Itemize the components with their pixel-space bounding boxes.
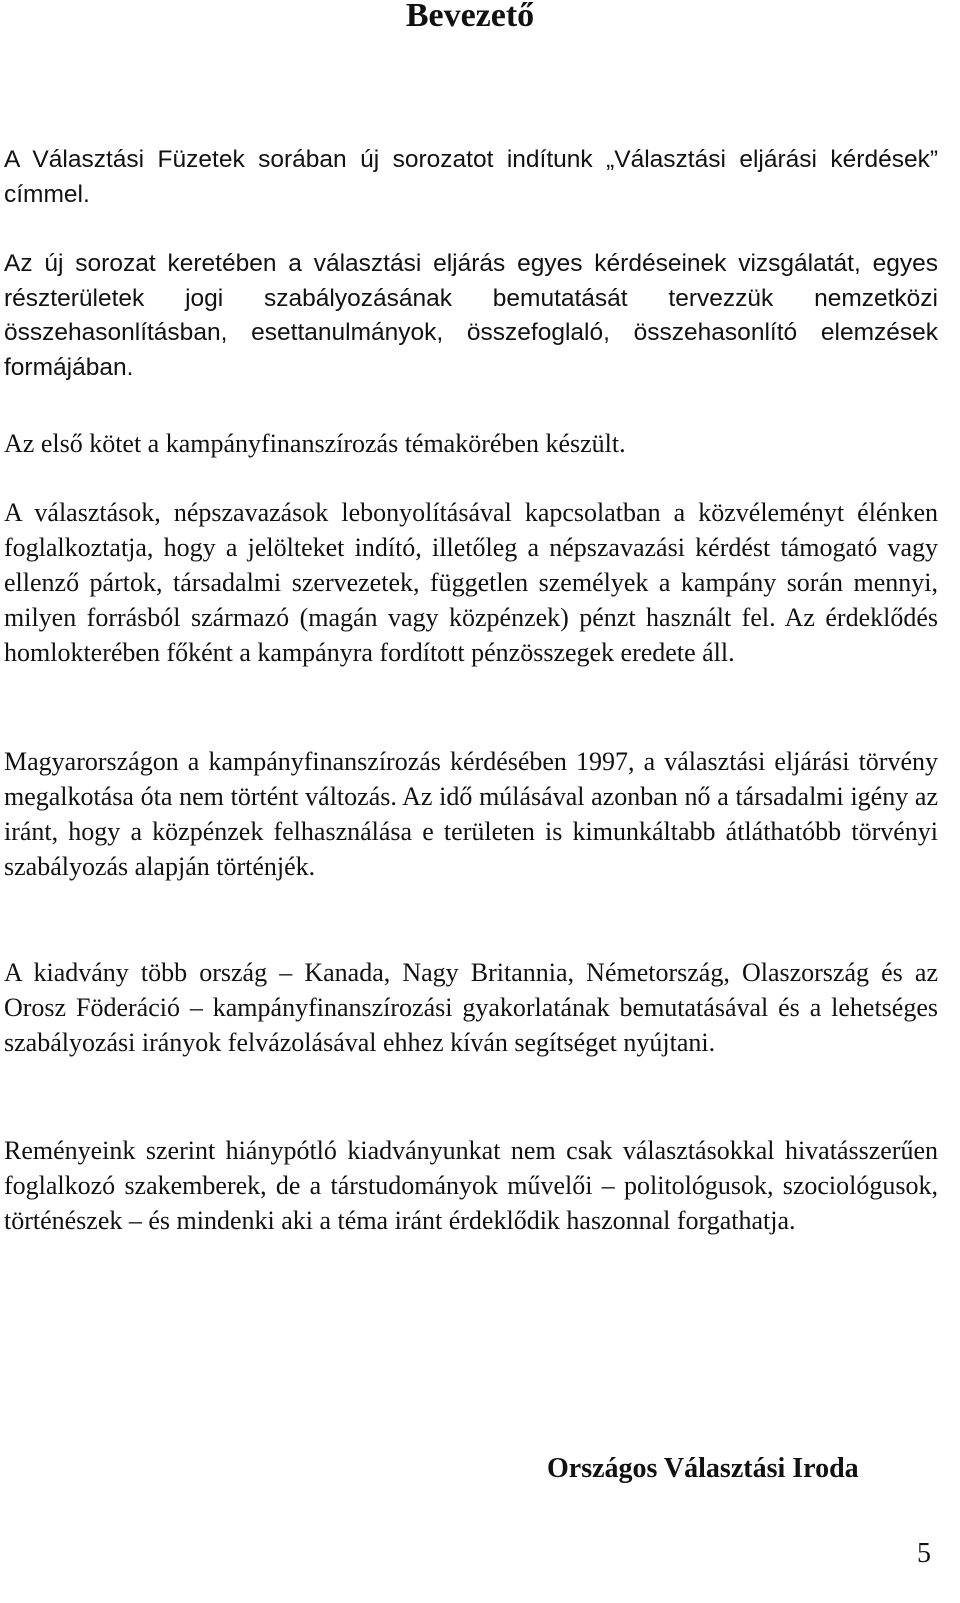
public-interest-paragraph: A választások, népszavazások lebonyolításával kapcsolatban a közvéleményt élénken foglalkoztatja, hogy a jelölteket indító, illetőleg a népszavazási kérdést támogató vagy ellenző pártok, társadalmi szervezetek, független személyek a kampány során mennyi, milyen forrásból származó (magán vagy közpénzek) pénzt használt fel. Az érdeklődés homlokterében főként a kampányra fordított pénzösszegek eredete áll. — [4, 498, 938, 667]
countries-paragraph: A kiadvány több ország – Kanada, Nagy Britannia, Németország, Olaszország és az Orosz Föderáció – kampányfinanszírozási gyakorlatának bemutatásával és a lehetséges szabályozási irányok felvázolásával ehhez kíván segítséget nyújtani. — [4, 958, 938, 1057]
audience-paragraph: Reményeink szerint hiánypótló kiadványunkat nem csak választásokkal hivatásszerűen foglalkozó szakemberek, de a társtudományok művelői – politológusok, szociológusok, történészek – és mindenki aki a téma iránt érdeklődik haszonnal forgathatja. — [4, 1136, 938, 1235]
series-scope-paragraph: Az új sorozat keretében a választási eljárás egyes kérdéseinek vizsgálatát, egyes részterületek jogi szabályozásának bemutatását tervezzük nemzetközi összehasonlításban, esettanulmányok, összefoglaló, összehasonlító elemzések formájában. — [4, 250, 938, 381]
intro-paragraph: A Választási Füzetek sorában új sorozatot indítunk „Választási eljárási kérdések” címmel. — [4, 146, 938, 208]
first-volume-paragraph: Az első kötet a kampányfinanszírozás témakörében készült. — [4, 429, 626, 458]
page-number: 5 — [917, 1538, 931, 1569]
page-title: Bevezető — [405, 0, 535, 34]
hungary-paragraph: Magyarországon a kampányfinanszírozás kérdésében 1997, a választási eljárási törvény megalkotása óta nem történt változás. Az idő múlásával azonban nő a társadalmi igény az iránt, hogy a közpénzek felhasználása e területen is kimunkáltabb átláthatóbb törvényi szabályozás alapján történjék. — [4, 747, 938, 881]
signature: Országos Választási Iroda — [547, 1453, 859, 1484]
